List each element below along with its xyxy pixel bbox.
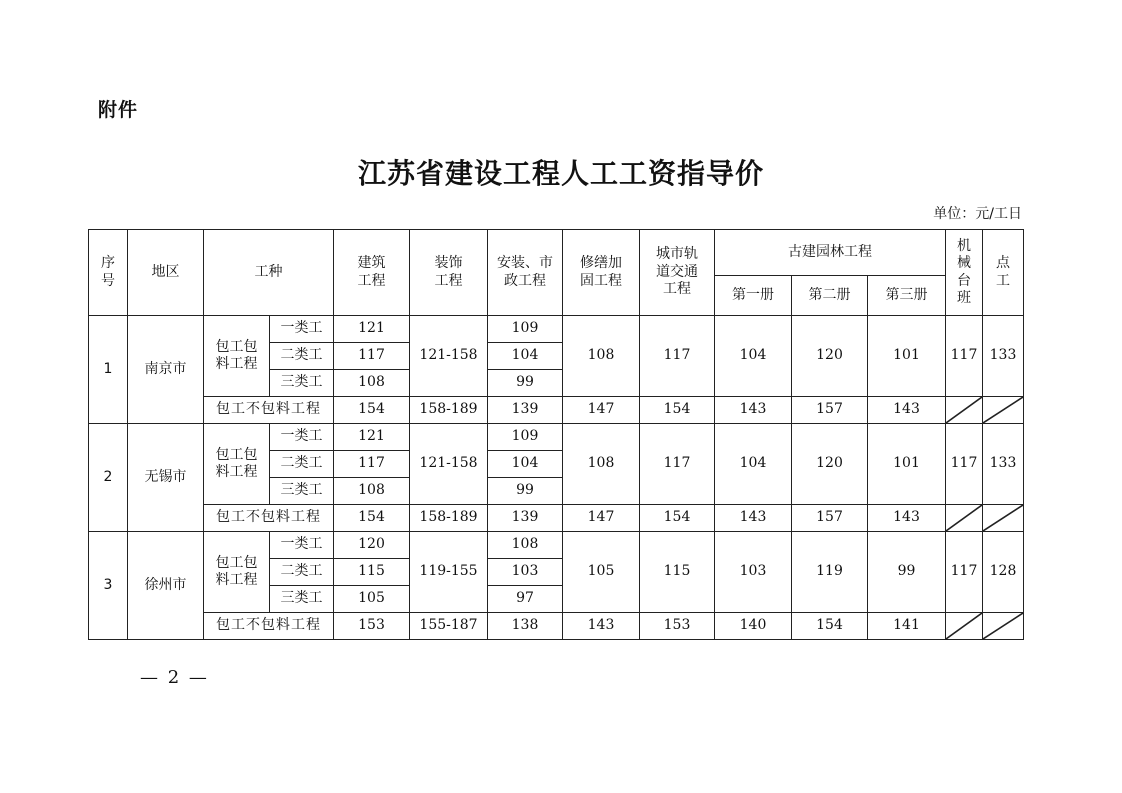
header-vol3: 第三册: [868, 276, 946, 316]
worker-class-label: 二类工: [270, 559, 334, 586]
region-name: 南京市: [128, 316, 204, 424]
machine-shift-value: 117: [946, 532, 983, 613]
building-value: 108: [334, 370, 410, 397]
package-labor-material-label: 包工包料工程: [204, 424, 270, 505]
region-name: 徐州市: [128, 532, 204, 640]
vol1-value: 103: [715, 532, 792, 613]
empty-diagonal-cell: [946, 613, 983, 640]
table-row: [89, 424, 1024, 451]
building-value: 153: [334, 613, 410, 640]
vol1-value: 143: [715, 505, 792, 532]
region-name: 无锡市: [128, 424, 204, 532]
vol3-value: 141: [868, 613, 946, 640]
header-machine-shift: 机械台班: [946, 230, 983, 316]
table-row: [89, 532, 1024, 559]
decoration-value: 158-189: [410, 505, 488, 532]
building-value: 121: [334, 316, 410, 343]
decoration-value: 119-155: [410, 532, 488, 613]
vol2-value: 119: [792, 532, 868, 613]
header-spot-work: 点工: [983, 230, 1024, 316]
package-labor-material-label: 包工包料工程: [204, 316, 270, 397]
document-title: 江苏省建设工程人工工资指导价: [357, 157, 764, 190]
wage-table: [88, 229, 1024, 640]
vol2-value: 157: [792, 397, 868, 424]
vol1-value: 104: [715, 316, 792, 397]
worker-class-label: 一类工: [270, 316, 334, 343]
install-value: 97: [488, 586, 563, 613]
worker-class-label: 三类工: [270, 586, 334, 613]
building-value: 108: [334, 478, 410, 505]
worker-class-label: 二类工: [270, 343, 334, 370]
package-labor-only-label: 包工不包料工程: [204, 613, 334, 640]
empty-diagonal-cell: [983, 397, 1024, 424]
region-index: 3: [89, 532, 128, 640]
vol2-value: 157: [792, 505, 868, 532]
vol2-value: 120: [792, 316, 868, 397]
machine-shift-value: 117: [946, 316, 983, 397]
vol3-value: 101: [868, 424, 946, 505]
region-index: 1: [89, 316, 128, 424]
table-row-labor-only: [89, 505, 1024, 532]
rail-value: 117: [640, 316, 715, 397]
header-decoration: 装饰工程: [410, 230, 488, 316]
install-value: 109: [488, 316, 563, 343]
install-value: 109: [488, 424, 563, 451]
install-value: 104: [488, 343, 563, 370]
machine-shift-value: 117: [946, 424, 983, 505]
header-building: 建筑工程: [334, 230, 410, 316]
repair-value: 105: [563, 532, 640, 613]
spot-work-value: 133: [983, 424, 1024, 505]
header-vol1: 第一册: [715, 276, 792, 316]
worker-class-label: 三类工: [270, 370, 334, 397]
spot-work-value: 133: [983, 316, 1024, 397]
region-index: 2: [89, 424, 128, 532]
vol3-value: 101: [868, 316, 946, 397]
vol1-value: 143: [715, 397, 792, 424]
decoration-value: 158-189: [410, 397, 488, 424]
header-repair-reinforce: 修缮加固工程: [563, 230, 640, 316]
worker-class-label: 一类工: [270, 532, 334, 559]
header-urban-rail: 城市轨道交通工程: [640, 230, 715, 316]
building-value: 121: [334, 424, 410, 451]
table-row-labor-only: [89, 613, 1024, 640]
rail-value: 154: [640, 397, 715, 424]
vol2-value: 120: [792, 424, 868, 505]
worker-class-label: 三类工: [270, 478, 334, 505]
rail-value: 154: [640, 505, 715, 532]
package-labor-only-label: 包工不包料工程: [204, 505, 334, 532]
table-row: [89, 316, 1024, 343]
install-value: 139: [488, 505, 563, 532]
rail-value: 115: [640, 532, 715, 613]
install-value: 103: [488, 559, 563, 586]
package-labor-only-label: 包工不包料工程: [204, 397, 334, 424]
vol2-value: 154: [792, 613, 868, 640]
building-value: 117: [334, 343, 410, 370]
vol1-value: 140: [715, 613, 792, 640]
install-value: 99: [488, 478, 563, 505]
page-number: — 2 —: [140, 667, 209, 688]
install-value: 139: [488, 397, 563, 424]
worker-class-label: 二类工: [270, 451, 334, 478]
building-value: 115: [334, 559, 410, 586]
building-value: 117: [334, 451, 410, 478]
worker-class-label: 一类工: [270, 424, 334, 451]
repair-value: 108: [563, 424, 640, 505]
table-row-labor-only: [89, 397, 1024, 424]
empty-diagonal-cell: [983, 613, 1024, 640]
rail-value: 153: [640, 613, 715, 640]
header-ancient-garden: 古建园林工程: [715, 230, 946, 276]
attachment-label: 附件: [98, 99, 139, 121]
install-value: 104: [488, 451, 563, 478]
vol3-value: 143: [868, 397, 946, 424]
header-install-municipal: 安装、市政工程: [488, 230, 563, 316]
header-index: 序号: [89, 230, 128, 316]
spot-work-value: 128: [983, 532, 1024, 613]
building-value: 120: [334, 532, 410, 559]
decoration-value: 155-187: [410, 613, 488, 640]
repair-value: 147: [563, 397, 640, 424]
header-worker-type: 工种: [204, 230, 334, 316]
building-value: 154: [334, 397, 410, 424]
building-value: 154: [334, 505, 410, 532]
vol3-value: 99: [868, 532, 946, 613]
vol3-value: 143: [868, 505, 946, 532]
empty-diagonal-cell: [983, 505, 1024, 532]
vol1-value: 104: [715, 424, 792, 505]
building-value: 105: [334, 586, 410, 613]
header-region: 地区: [128, 230, 204, 316]
unit-note: 单位：元/工日: [933, 206, 1022, 222]
install-value: 108: [488, 532, 563, 559]
install-value: 99: [488, 370, 563, 397]
header-vol2: 第二册: [792, 276, 868, 316]
empty-diagonal-cell: [946, 397, 983, 424]
package-labor-material-label: 包工包料工程: [204, 532, 270, 613]
decoration-value: 121-158: [410, 424, 488, 505]
repair-value: 108: [563, 316, 640, 397]
repair-value: 143: [563, 613, 640, 640]
empty-diagonal-cell: [946, 505, 983, 532]
repair-value: 147: [563, 505, 640, 532]
install-value: 138: [488, 613, 563, 640]
decoration-value: 121-158: [410, 316, 488, 397]
rail-value: 117: [640, 424, 715, 505]
